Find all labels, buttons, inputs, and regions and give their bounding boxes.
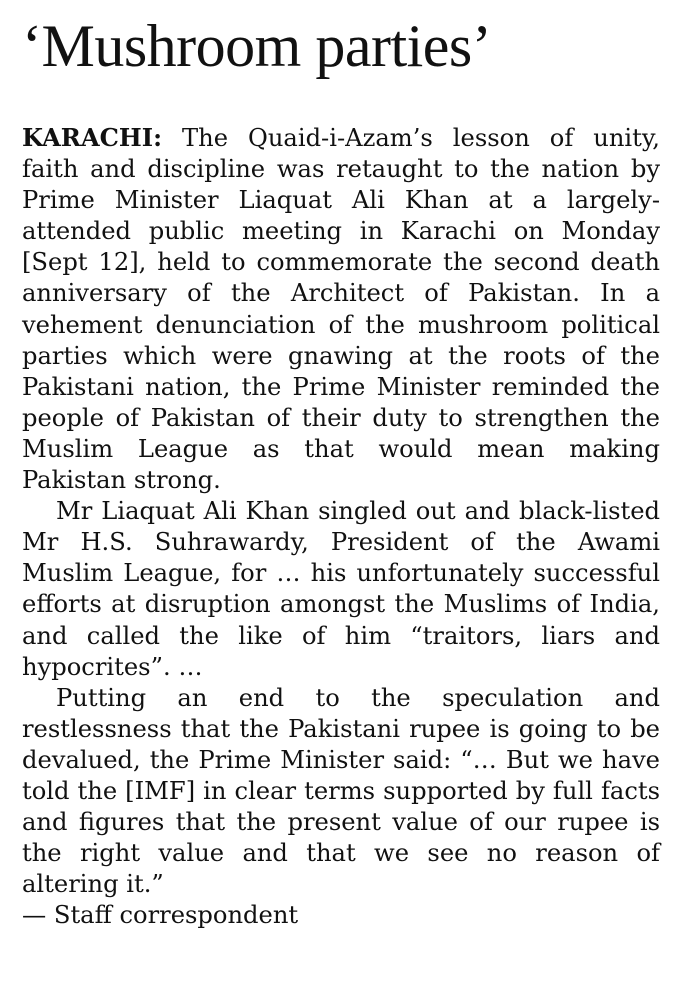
dateline: KARACHI:: [22, 123, 163, 152]
article-paragraph-1: [22, 122, 660, 496]
paragraph-1-text: The Quaid-i-Azam’s lesson of unity, faith and discipline was retaught to the nation by Prime Minister Liaquat Ali Khan at a largely-attended public meeting in Karachi on Monday [Sept 12], held to commemorate the second death anniversary of the Architect of Pakistan. In a vehement denunciation of the mushroom political parties which were gnawing at the roots of the Pakistani nation, the Prime Minister reminded the people of Pakistan of their duty to strengthen the Muslim League as that would mean making Pakistan strong.: [22, 124, 660, 495]
article-body: [22, 122, 660, 931]
article-paragraph-3: Putting an end to the speculation and restlessness that the Pakistani rupee is going to be devalued, the Prime Minister said: “… But we have told the [IMF] in clear terms supported by full facts and figures that the present value of our rupee is the right value and that we see no reason of altering it.”: [22, 683, 660, 899]
byline-paragraph: [22, 900, 660, 931]
article-paragraph-2: Mr Liaquat Ali Khan singled out and black-listed Mr H.S. Suhrawardy, President of the Awami Muslim League, for … his unfortunately successful efforts at disruption amongst the Muslims of India, and called the like of him “traitors, liars and hypocrites”. …: [22, 497, 660, 681]
news-clipping: [22, 10, 660, 931]
headline: ‘Mushroom parties’: [22, 13, 492, 79]
byline: — Staff correspondent: [22, 901, 299, 930]
